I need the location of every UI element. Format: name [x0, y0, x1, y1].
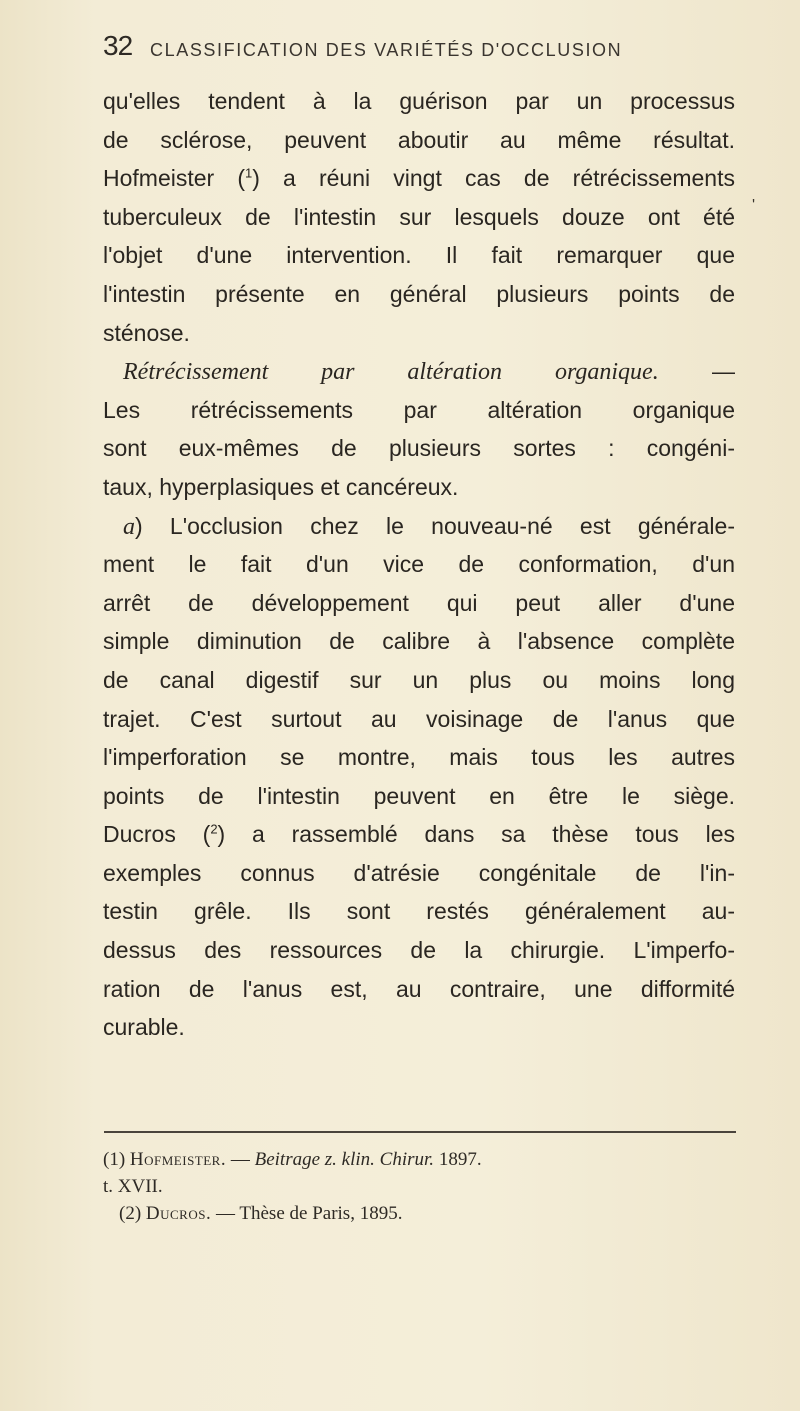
text-fragment: —: [658, 358, 735, 385]
footnotes: [103, 1146, 735, 1227]
footnote-number: (2): [119, 1203, 142, 1224]
footnote-ref: 2: [210, 821, 218, 837]
text-line: l'imperforation se montre, mais tous les autres: [103, 744, 735, 771]
text-line: qu'elles tendent à la guérison par un processus: [103, 88, 735, 114]
page-number: 32: [103, 30, 133, 61]
running-head: [103, 30, 723, 70]
section-heading-line: [103, 352, 735, 391]
text-line: simple diminution de calibre à l'absence complète: [103, 628, 735, 655]
text-line: tuberculeux de l'intestin sur lesquels douze ont été: [103, 203, 735, 230]
footnote-1: [103, 1146, 735, 1173]
footnote-2: [103, 1200, 735, 1227]
text-line: arrêt de développement qui peut aller d'une: [103, 589, 735, 616]
text-line: taux, hyperplasiques et cancéreux.: [103, 473, 459, 500]
text-line: testin grêle. Ils sont restés généralement au-: [103, 898, 735, 925]
text-line: ment le fait d'un vice de conformation, d'un: [103, 551, 735, 578]
text-line: l'objet d'une intervention. Il fait remarquer que: [103, 242, 735, 269]
text-fragment: — Thèse de Paris, 1895.: [211, 1203, 403, 1224]
text-line: de canal digestif sur un plus ou moins long: [103, 666, 735, 693]
text-line: [103, 507, 735, 546]
section-heading: Rétrécissement par altération organique.: [123, 359, 659, 386]
footnote-divider: [104, 1131, 736, 1133]
margin-mark: ': [752, 197, 756, 214]
text-line: dessus des ressources de la chirurgie. L'imperfo-: [103, 937, 735, 964]
text-line: ration de l'anus est, au contraire, une difformité: [103, 975, 735, 1002]
running-title: CLASSIFICATION DES VARIÉTÉS D'OCCLUSION: [150, 40, 623, 60]
footnote-author: Ducros.: [145, 1203, 212, 1224]
text-fragment: —: [226, 1149, 255, 1170]
text-fragment: Ducros (: [103, 821, 211, 848]
text-line: [103, 159, 735, 198]
text-line: [103, 815, 735, 854]
footnote-author: Hofmeister.: [129, 1149, 227, 1170]
footnote-ref: 1: [245, 165, 253, 181]
text-line: Les rétrécissements par altération organique: [103, 396, 735, 423]
text-line: sténose.: [103, 319, 190, 346]
text-line: curable.: [103, 1014, 185, 1041]
footnote-1-continued: t. XVII.: [103, 1176, 163, 1197]
text-fragment: ) L'occlusion chez le nouveau-né est générale-: [135, 512, 735, 539]
text-fragment: Hofmeister (: [103, 165, 245, 192]
text-line: points de l'intestin peuvent en être le siège.: [103, 782, 735, 809]
text-fragment: ) a rassemblé dans sa thèse tous les: [217, 821, 735, 848]
body-text: [103, 82, 735, 1047]
text-line: exemples connus d'atrésie congénitale de l'in-: [103, 859, 735, 886]
text-line: l'intestin présente en général plusieurs points de: [103, 280, 735, 307]
text-line: trajet. C'est surtout au voisinage de l'anus que: [103, 705, 735, 732]
text-line: de sclérose, peuvent aboutir au même résultat.: [103, 126, 735, 153]
footnote-title: Beitrage z. klin. Chirur.: [254, 1149, 435, 1170]
enumeration-label: a: [123, 513, 135, 540]
footnote-number: (1): [103, 1149, 126, 1170]
text-fragment: ) a réuni vingt cas de rétrécissements: [252, 165, 735, 192]
footnote-year: 1897.: [434, 1149, 482, 1170]
text-line: sont eux-mêmes de plusieurs sortes : congéni-: [103, 435, 735, 462]
